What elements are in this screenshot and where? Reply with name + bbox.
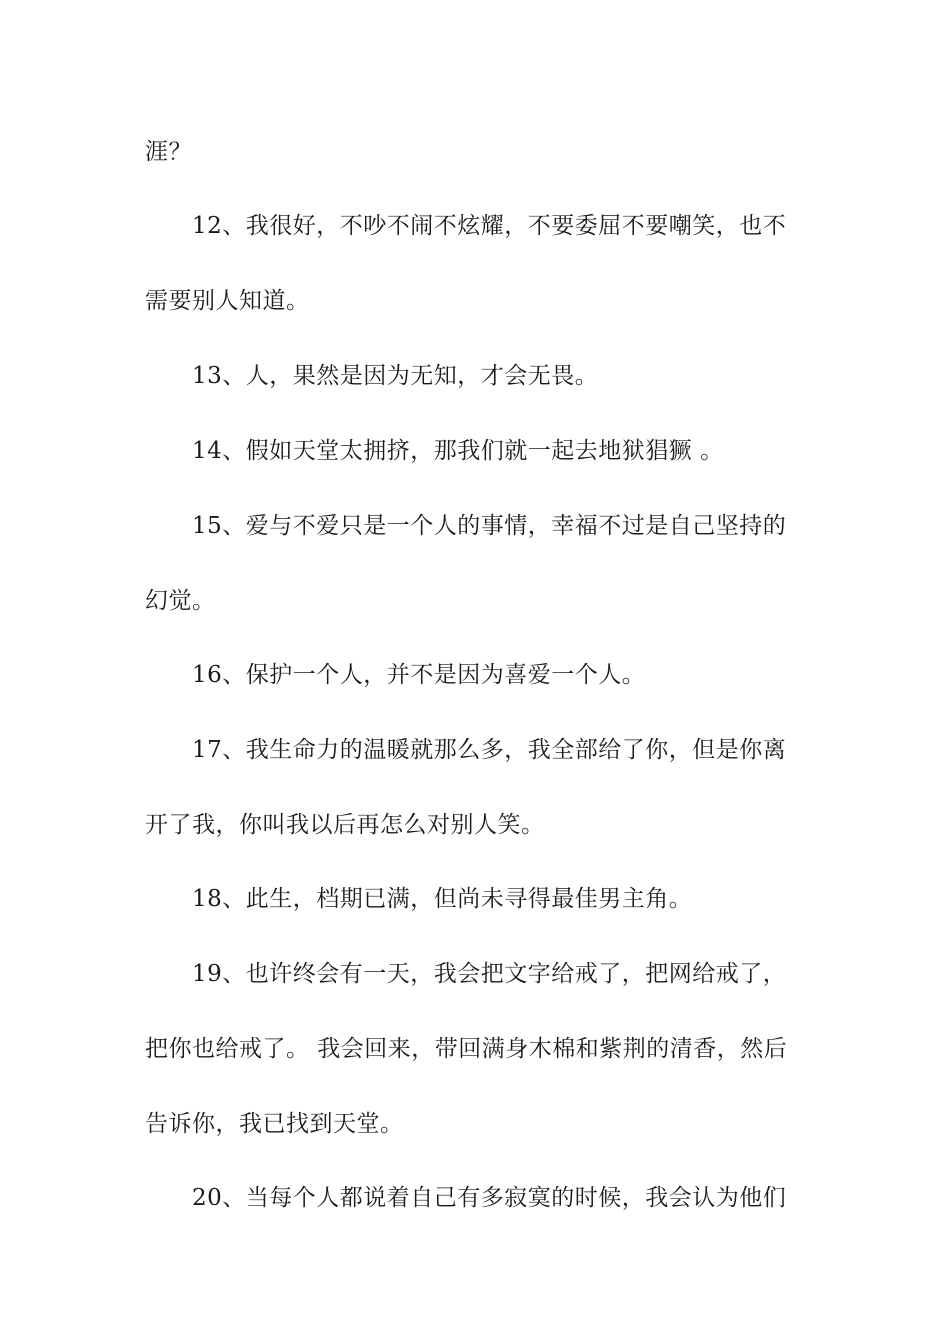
quote-19-line-3: 告诉你，我已找到天堂。	[145, 1111, 404, 1137]
quote-18: 18、此生，档期已满，但尚未寻得最佳男主角。	[192, 886, 693, 912]
quote-16: 16、保护一个人，并不是因为喜爱一个人。	[192, 662, 646, 688]
quote-12-line-2: 需要别人知道。	[145, 288, 310, 314]
quote-15-line-2: 幻觉。	[145, 588, 216, 614]
quote-15-line-1: 15、爱与不爱只是一个人的事情，幸福不过是自己坚持的	[192, 513, 787, 539]
quote-13: 13、人，果然是因为无知，才会无畏。	[192, 363, 599, 389]
quote-20-line-1: 20、当每个人都说着自己有多寂寞的时候，我会认为他们	[192, 1185, 787, 1211]
text-line-continuation: 涯？	[145, 139, 192, 165]
quote-17-line-1: 17、我生命力的温暖就那么多，我全部给了你，但是你离	[192, 737, 787, 763]
quote-12-line-1: 12、我很好，不吵不闹不炫耀，不要委屈不要嘲笑，也不	[192, 213, 787, 239]
quote-14: 14、假如天堂太拥挤，那我们就一起去地狱猖獗 。	[192, 438, 724, 464]
quote-19-line-1: 19、也许终会有一天，我会把文字给戒了，把网给戒了，	[192, 961, 787, 987]
quote-17-line-2: 开了我，你叫我以后再怎么对别人笑。	[145, 812, 545, 838]
quote-19-line-2: 把你也给戒了。 我会回来，带回满身木棉和紫荆的清香，然后	[145, 1036, 788, 1062]
